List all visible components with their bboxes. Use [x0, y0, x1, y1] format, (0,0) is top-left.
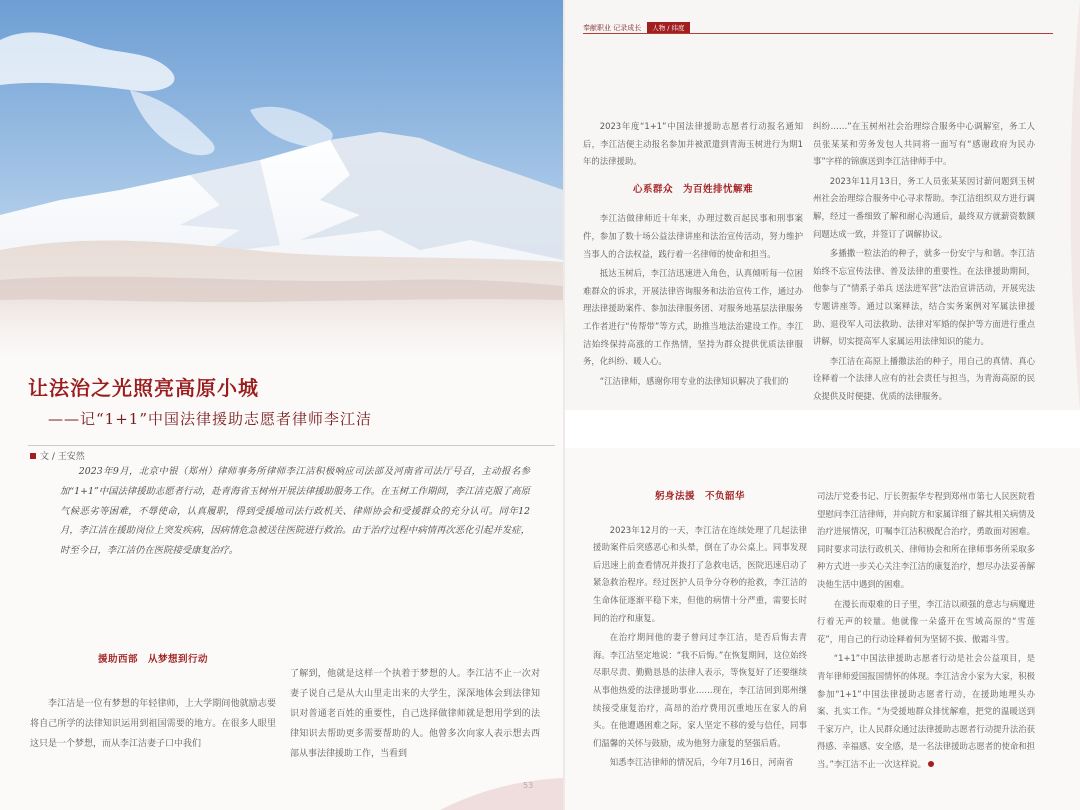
page-edge-decoration	[1045, 0, 1080, 410]
bottom-right-p1: 司法厅党委书记、厅长贺振华专程到郑州市第七人民医院看望慰问李江洁律师，并向院方和家属详细了解其相关病情及治疗进展情况，叮嘱李江洁积极配合治疗，勇敢面对困难。同时要求司法行政机关、律师协会和所在律师事务所采取多种方式进一步关心关注李江洁的康复治疗，想尽办法妥善解决他生活中遇到的困难。	[817, 491, 1035, 589]
bottom-left-column	[593, 488, 807, 774]
bottom-right-p3-text: “1+1”中国法律援助志愿者行动是社会公益项目，是青年律师爱国报国情怀的体现。李江洁舍小家为大家，积极参加“1+1”中国法律援助志愿者行动，在援助地埋头办案、扎实工作。“为受援地群众排忧解难，把党的温暖送到千家万户，让人民群众通过法律援助志愿者行动提升法治获得感、幸福感、安全感，是一名法律援助志愿者的使命和担当。”李江洁不止一次这样说。	[817, 653, 1035, 769]
article-title: 让法治之光照亮高原小城	[28, 376, 259, 400]
bottom-right-p2: 在漫长而艰难的日子里，李江洁以顽强的意志与病魔进行着无声的较量。他就像一朵盛开在雪域高原的“雪莲花”，用自己的行动诠释着何为坚韧不拔、傲霜斗雪。	[817, 598, 1035, 644]
section-heading-1: 援助西部 从梦想到行动	[97, 654, 208, 665]
left-column-1	[30, 650, 276, 756]
bottom-left-p3: 知悉李江洁律师的情况后，今年7月16日，河南省	[609, 757, 794, 768]
top-left-p3: 抵达玉树后，李江洁迅速进入角色，认真倾听每一位困难群众的诉求，开展法律咨询服务和法治宣传工作，通过办理法律援助案件、参加法律服务团、对服务地基层法律服务工作者进行“传帮带”等方式，助推当地法治建设工作。李江洁始终保持高涨的工作热情，坚持为群众提供优质法律服务，化纠纷、暖人心。	[583, 268, 803, 367]
header-tag: 人物 / 纬度	[647, 22, 689, 33]
top-left-column	[583, 118, 803, 392]
byline-text: 文 / 王安然	[40, 452, 85, 462]
byline	[30, 449, 85, 462]
section-heading-2: 心系群众 为百姓排忧解难	[632, 183, 753, 195]
byline-marker-icon	[30, 453, 36, 459]
hero-mountain-image	[0, 0, 563, 360]
snow-mountain-illustration	[0, 0, 563, 360]
end-mark-icon	[928, 761, 934, 767]
lead-paragraph	[60, 462, 530, 561]
top-right-p1: 纠纷……”在玉树州社会治理综合服务中心调解室，务工人员张某某和劳务发包人共同将一面写有“感谢政府为民办事”字样的锦旗送到李江洁律师手中。	[813, 121, 1035, 167]
page-curve-decoration	[440, 770, 563, 810]
top-right-p3: 多播撒一粒法治的种子，就多一份安宁与和谐。李江洁始终不忘宣传法律、普及法律的重要性。在法律援助期间，他参与了“情系子弟兵 送法进军营”法治宣讲活动，开展宪法专题讲座等。通过以案释法，结合实务案例对军属法律援助、退役军人司法救助、法律对军婚的保护等方面进行重点讲解，切实提高军人家属运用法律知识的能力。	[813, 248, 1035, 347]
bottom-left-p1: 2023年12月的一天，李江洁在连续处理了几起法律援助案件后突感恶心和头晕，倒在了办公桌上。同事发现后迅速上前查看情况并拨打了急救电话，医院迅速启动了紧急救治程序。经过医护人员争分夺秒的抢救，李江洁的生命体征逐渐平稳下来，但他的病情十分严重，需要长时间的治疗和康复。	[593, 524, 807, 623]
panel-gap	[565, 410, 1080, 448]
left-col1-paragraph: 李江洁是一位有梦想的年轻律师，上大学期间他就励志要将自己所学的法律知识运用到祖国需要的地方。在很多人眼里这只是一个梦想，而从李江洁妻子口中我们	[30, 699, 276, 749]
article-subtitle: ——记“1+1”中国法律援助志愿者律师李江洁	[48, 410, 372, 428]
bottom-right-column	[817, 488, 1035, 776]
top-left-p4: “江洁律师，感谢你用专业的法律知识解决了我们的	[599, 375, 789, 386]
left-column-2	[290, 664, 540, 766]
lead-text: 2023年9月，北京中银（郑州）律师事务所律师李江洁积极响应司法部及河南省司法厅号召，主动报名参加“1+1”中国法律援助志愿者行动，赴青海省玉树州开展法律援助服务工作。在玉树工作期间，李江洁克服了高原气候恶劣等困难，不辱使命，认真履职，得到受援地司法行政机关、律师协会和受援群众的充分认可。同年12月，李江洁在援助岗位上突发疾病，因病情危急被送往医院进行救治。由于治疗过程中病情再次恶化引起并发症，时至今日，李江洁仍在医院接受康复治疗。	[60, 466, 530, 557]
right-page	[565, 0, 1080, 810]
bottom-left-p2: 在治疗期间他的妻子曾问过李江洁，是否后悔去青海。李江洁坚定地说：“我不后悔。”在恢复期间，这位始终尽职尽责、勤勤恳恳的法律人表示，等恢复好了还要继续从事他热爱的法律援助事业……现在，李江洁回到郑州继续接受康复治疗，高昂的治疗费用沉重地压在家人的肩头。在他遭遇困难之际，家人坚定不移的爱与信任，同事们温馨的关怀与鼓励，成为他努力康复的坚强后盾。	[593, 632, 807, 748]
header-rule	[583, 33, 1053, 34]
header-text: 奉献职业 记录成长	[583, 23, 642, 32]
running-header	[583, 22, 690, 33]
top-right-p2: 2023年11月13日，务工人员张某某因讨薪问题到玉树州社会治理综合服务中心寻求帮助。李江洁组织双方进行调解，经过一番细致了解和耐心沟通后，最终双方就薪资数额问题达成一致，并签订了调解协议。	[813, 175, 1035, 239]
left-col2-paragraph: 了解到，他就是这样一个执着于梦想的人。李江洁不止一次对妻子说自己是从大山里走出来的大学生，深深地体会到法律知识对普通老百姓的重要性，自己选择做律师就是想用学到的法律知识去帮助更多需要帮助的人。他曾多次向家人表示想去西部从事法律援助工作，当看到	[290, 669, 540, 759]
title-divider	[28, 445, 555, 446]
top-left-p1: 2023年度“1+1”中国法律援助志愿者行动报名通知后，李江洁便主动报名参加并被派遣到青海玉树进行为期1年的法律援助。	[583, 121, 803, 167]
top-right-column	[813, 118, 1035, 408]
bottom-right-p3	[817, 650, 1035, 773]
top-left-p2: 李江洁做律师近十年来，办理过数百起民事和刑事案件，参加了数十场公益法律讲座和法治宣传活动，努力维护当事人的合法权益，践行着一名律师的使命和担当。	[583, 213, 803, 259]
top-right-p4: 李江洁在高原上播撒法治的种子，用自己的真情、真心诠释着一个法律人应有的社会责任与担当，为青海高原的民众提供及时便捷、优质的法律服务。	[813, 355, 1035, 401]
section-heading-3: 躬身法援 不负韶华	[654, 491, 745, 502]
